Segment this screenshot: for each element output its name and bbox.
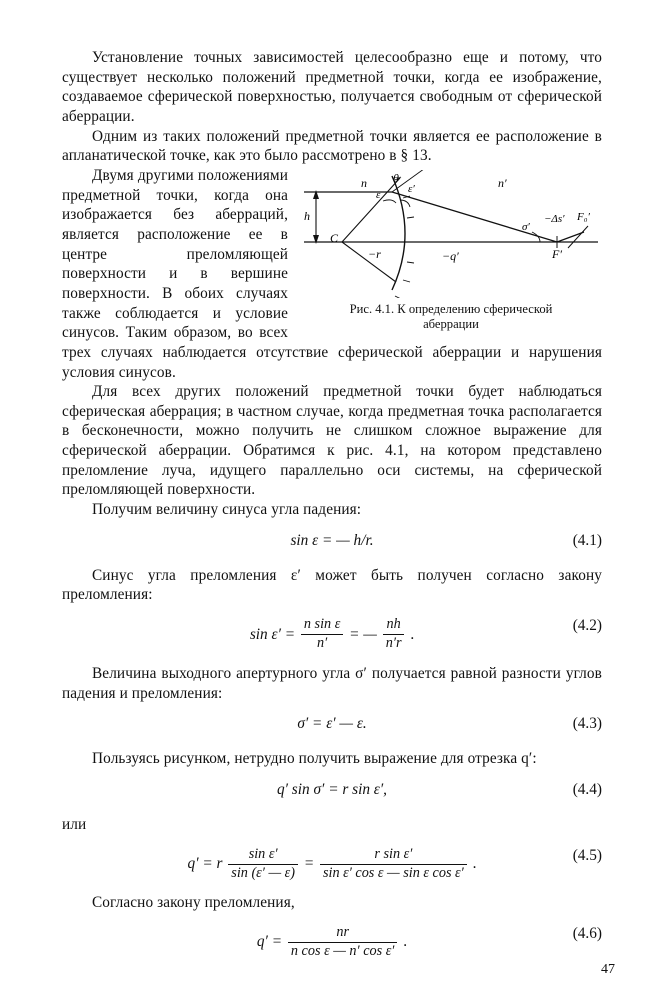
figure-caption-line2: аберрации — [423, 316, 479, 331]
equation-4-3 — [62, 715, 602, 737]
label-sigma-prime: σ′ — [522, 220, 530, 233]
figure-text-wrap — [62, 166, 602, 500]
equation-4-3-text: σ′ = ε′ — ε. — [297, 715, 367, 733]
spherical-aberration-diagram — [300, 170, 602, 298]
figure-caption-line1: Рис. 4.1. К определению сферической — [349, 301, 553, 316]
equation-4-1 — [62, 532, 602, 554]
equation-4-3-number: (4.3) — [572, 715, 602, 733]
equation-4-4-body — [62, 781, 602, 799]
equation-4-1-number: (4.1) — [572, 531, 602, 549]
equation-4-5-tail: . — [472, 854, 477, 872]
paragraph-3: Двумя другими положениями предметной точки, когда она изображается без аберраций, является расположение ее в центре преломляющей поверхности и в вершине поверхности. В обоих случаях также соблюдается и условие синусов. Таким образом, во всех трех случаях наблюдается отсутствие сферической аберрации и нарушения условия синусов. — [62, 166, 602, 381]
equation-4-6-fraction — [288, 925, 398, 960]
equation-4-5 — [62, 847, 602, 882]
equation-4-4-text: q′ sin σ′ = r sin ε′, — [276, 780, 387, 798]
label-h: h — [304, 208, 310, 223]
equation-4-5-frac2-denominator: sin ε′ cos ε — sin ε cos ε′ — [320, 864, 467, 882]
paragraph-9: или — [62, 815, 87, 833]
label-F0-prime: F₀′ — [577, 210, 590, 223]
equation-4-4-number: (4.4) — [572, 780, 602, 798]
equation-4-6 — [62, 925, 602, 960]
figure-4-1 — [300, 170, 602, 332]
page-content — [62, 48, 602, 972]
equation-4-2-body — [62, 617, 602, 652]
label-C: C — [330, 230, 339, 245]
label-r: −r — [368, 246, 381, 261]
equation-4-5-frac1-denominator: sin (ε′ — ε) — [228, 864, 298, 882]
label-F-prime: F′ — [552, 246, 562, 261]
equation-4-6-body — [62, 925, 602, 960]
equation-4-6-lhs: q′ = — [256, 933, 283, 951]
paragraph-8: Пользуясь рисунком, нетрудно получить выражение для отрезка q′: — [92, 750, 537, 768]
equation-4-1-body — [62, 532, 602, 550]
label-delta-s-prime: −Δs′ — [544, 212, 565, 225]
equation-4-2-fraction-1 — [301, 617, 343, 652]
equation-4-2-frac1-numerator: n sin ε — [303, 616, 341, 633]
paragraph-10: Согласно закону преломления, — [92, 894, 295, 912]
label-n-prime: n′ — [498, 175, 507, 190]
page-number: 47 — [601, 962, 615, 977]
equation-4-6-tail: . — [403, 933, 408, 951]
equation-4-2-frac2-numerator: nh — [386, 616, 401, 633]
equation-4-2-tail: . — [410, 626, 415, 644]
label-eps-prime: ε′ — [408, 182, 415, 195]
paragraph-4: Для всех других положений предметной точки будет наблюдаться сферическая аберрация; в частном случае, когда предметная точка располагается в бесконечности, можно получить не слишком сложное выражение для сферической аберрации. Обратимся к рис. 4.1, на котором представлено преломление луча, идущего параллельно оси системы, на сферической преломляющей поверхности. — [62, 383, 602, 499]
equation-4-6-frac-denominator: n cos ε — n′ cos ε′ — [288, 942, 398, 960]
equation-4-5-frac1-numerator: sin ε′ — [248, 845, 278, 862]
equation-4-3-body — [62, 715, 602, 733]
equation-4-2-frac1-denominator: n′ — [301, 634, 343, 652]
equation-4-6-number: (4.6) — [572, 925, 602, 943]
paragraph-6: Синус угла преломления ε′ может быть получен согласно закону преломления: — [62, 566, 602, 604]
label-n: n — [361, 175, 367, 190]
equation-4-2-frac2-denominator: n′r — [383, 634, 405, 652]
equation-4-2-mid: = — — [349, 626, 377, 644]
equation-4-1-text: sin ε = — h/r. — [290, 531, 374, 549]
paragraph-5: Получим величину синуса угла падения: — [92, 501, 362, 519]
label-theta: θ — [393, 170, 399, 185]
figure-caption — [300, 302, 602, 332]
equation-4-5-fraction-1 — [228, 847, 298, 882]
paragraph-7: Величина выходного апертурного угла σ′ получается равной разности углов падения и преломления: — [62, 664, 602, 702]
equation-4-6-frac-numerator: nr — [336, 924, 349, 941]
equation-4-5-lhs: q′ = r — [187, 854, 223, 872]
label-q-prime: −q′ — [442, 248, 459, 263]
equation-4-5-mid: = — [303, 854, 315, 872]
equation-4-2 — [62, 617, 602, 652]
equation-4-2-number: (4.2) — [572, 617, 602, 635]
equation-4-2-lhs: sin ε′ = — [249, 626, 296, 644]
equation-4-5-frac2-numerator: r sin ε′ — [374, 845, 413, 862]
equation-4-5-number: (4.5) — [572, 846, 602, 864]
figure-drawing — [300, 170, 602, 298]
paragraph-2: Одним из таких положений предметной точки является ее расположение в апланатической точке, как это было рассмотрено в § 13. — [62, 127, 602, 165]
paragraph-1: Установление точных зависимостей целесообразно еще и потому, что существует несколько положений предметной точки, когда ее изображение, создаваемое сферической поверхностью, получается свободным от сферической аберрации. — [62, 49, 602, 125]
equation-4-5-fraction-2 — [320, 847, 467, 882]
equation-4-2-fraction-2 — [383, 617, 405, 652]
equation-4-4 — [62, 781, 602, 803]
equation-4-5-body — [62, 847, 602, 882]
label-eps: ε — [376, 188, 381, 201]
